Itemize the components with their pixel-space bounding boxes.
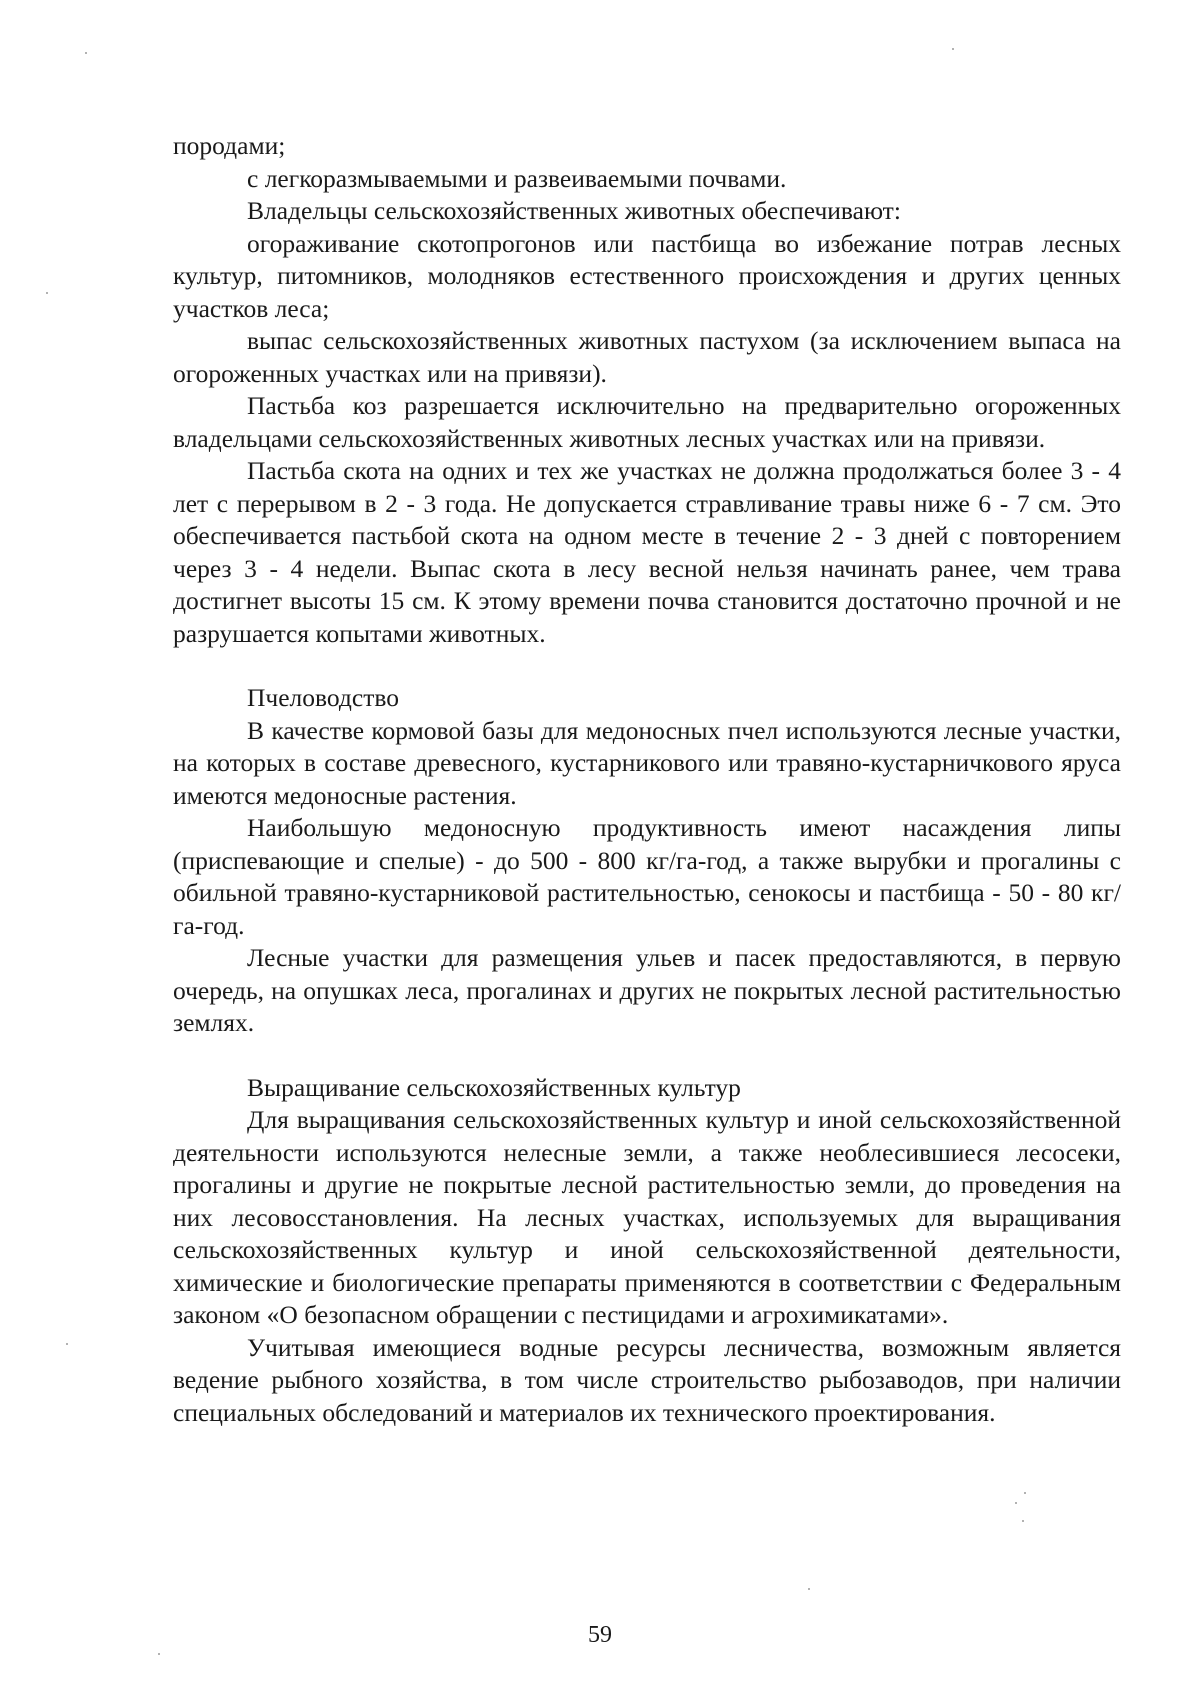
paragraph: Пастьба коз разрешается исключительно на предварительно огороженных владельцами сельскохозяйственных животных лесных участках или на привязи.: [173, 391, 1121, 453]
page-number: 59: [588, 1622, 612, 1648]
paragraph: Владельцы сельскохозяйственных животных обеспечивают:: [247, 196, 901, 225]
paragraph: В качестве кормовой базы для медоносных пчел используются лесные участки, на которых в составе древесного, кустарникового или травяно-кустарничкового яруса имеются медоносные растения.: [173, 715, 1121, 810]
scan-speck: [1024, 1492, 1026, 1494]
paragraph: выпас сельскохозяйственных животных пастухом (за исключением выпаса на огороженных участках или на привязи).: [173, 326, 1121, 388]
scan-speck: [66, 1343, 68, 1345]
scan-speck: [952, 48, 954, 50]
paragraph: Пастьба скота на одних и тех же участках не должна продолжаться более 3 - 4 лет с перерывом в 2 - 3 года. Не допускается стравливание травы ниже 6 - 7 см. Это обеспечивается пастьбой скота на одном месте в течение 2 - 3 дней с повторением через 3 - 4 недели. Выпас скота в лесу весной нельзя начинать ранее, чем трава достигнет высоты 15 см. К этому времени почва становится достаточно прочной и не разрушается копытами животных.: [173, 456, 1121, 648]
section-spacer: [173, 650, 1121, 682]
paragraph: Для выращивания сельскохозяйственных культур и иной сельскохозяйственной деятельности используются нелесные земли, а также необлесившиеся лесосеки, прогалины и другие не покрытые лесной растительностью земли, до проведения на них лесовосстановления. На лесных участках, используемых для выращивания сельскохозяйственных культур и иной сельскохозяйственной деятельности, химические и биологические препараты применяются в соответствии с Федеральным законом «О безопасном обращении с пестицидами и агрохимикатами».: [173, 1105, 1121, 1329]
section-heading-crops: Выращивание сельскохозяйственных культур: [247, 1072, 741, 1102]
scan-speck: [808, 1588, 810, 1590]
scan-speck: [1015, 1502, 1017, 1504]
scan-speck: [46, 292, 48, 294]
scan-speck: [85, 52, 87, 54]
paragraph: Лесные участки для размещения ульев и пасек предоставляются, в первую очередь, на опушках леса, прогалинах и других не покрытых лесной растительностью землях.: [173, 943, 1121, 1037]
body-text: [173, 130, 1121, 1429]
section-spacer: [173, 1040, 1121, 1072]
paragraph: Учитывая имеющиеся водные ресурсы лесничества, возможным является ведение рыбного хозяйства, в том числе строительство рыбозаводов, при наличии специальных обследований и материалов их технического проектирования.: [173, 1332, 1121, 1427]
section-heading-beekeeping: Пчеловодство: [247, 683, 399, 712]
paragraph: огораживание скотопрогонов или пастбища во избежание потрав лесных культур, питомников, молодняков естественного происхождения и других ценных участков леса;: [173, 228, 1121, 323]
scan-speck: [158, 1653, 160, 1655]
paragraph: Наибольшую медоносную продуктивность имеют насаждения липы (приспевающие и спелые) - до 500 - 800 кг/га-год, а также вырубки и прогалины с обильной травяно-кустарниковой растительностью, сенокосы и пастбища - 50 - 80 кг/га-год.: [173, 813, 1121, 940]
scan-speck: [1022, 1520, 1024, 1522]
paragraph: породами;: [173, 131, 286, 160]
paragraph: с легкоразмываемыми и развеиваемыми почвами.: [247, 163, 787, 193]
